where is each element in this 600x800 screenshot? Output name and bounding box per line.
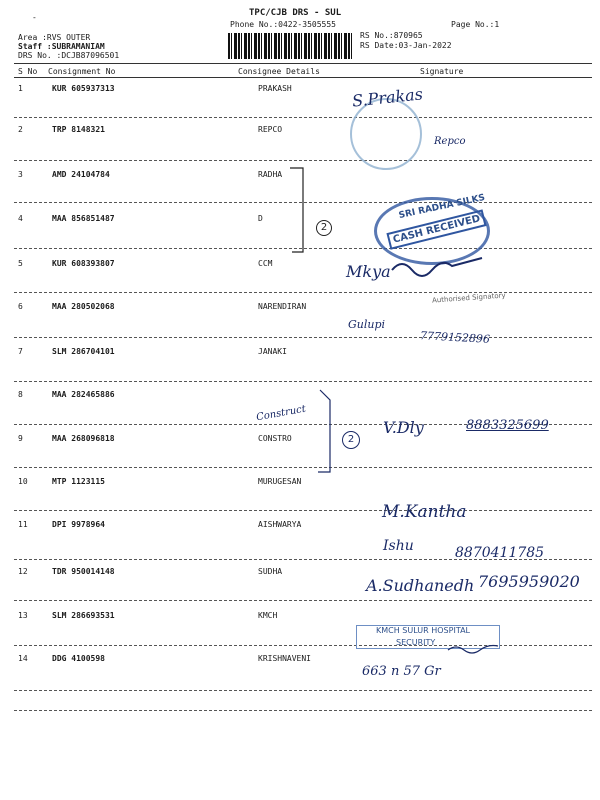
signature-narendiran: Gulupi	[348, 318, 386, 331]
row-sno: 5	[18, 259, 23, 268]
signature-prakash: S.Prakas	[351, 84, 424, 111]
row-consignment: MAA 282465886	[52, 390, 115, 399]
row-consignee: JANAKI	[258, 347, 287, 356]
row-consignment: KUR 608393807	[52, 259, 115, 268]
signature-murugesan: M.Kantha	[382, 502, 467, 522]
row-consignment: SLM 286693531	[52, 611, 115, 620]
column-sno: S No	[18, 67, 38, 76]
row-consignee: CONSTRO	[258, 434, 292, 443]
row-consignment: MTP 1123115	[52, 477, 105, 486]
row-sno: 11	[18, 520, 28, 529]
row-consignee: SUDHA	[258, 567, 283, 576]
security-stamp-text: SECURITY	[396, 638, 436, 647]
row-consignment: TDR 950014148	[52, 567, 115, 576]
row-sno: 12	[18, 567, 28, 576]
kmch-stamp-text: KMCH SULUR HOSPITAL	[376, 626, 471, 635]
row-consignee: CCM	[258, 259, 273, 268]
row-consignment: TRP 8148321	[52, 125, 105, 134]
footer-divider	[14, 710, 592, 711]
signature-constro: V.Dly	[383, 418, 424, 437]
signature-aishwarya: Ishu	[383, 538, 414, 554]
row-consignment: AMD 24104784	[52, 170, 110, 179]
row-consignee: REPCO	[258, 125, 283, 134]
row-consignee: D	[258, 214, 263, 223]
scribble-ccm	[392, 258, 482, 276]
row-consignee: RADHA	[258, 170, 283, 179]
row-consignment: DPI 9978964	[52, 520, 105, 529]
bracket-count-2: 2	[342, 431, 360, 449]
column-consignee: Consignee Details	[238, 67, 320, 76]
phone-janaki: 7779152896	[419, 329, 491, 346]
row-consignee: PRAKASH	[258, 84, 292, 93]
staff-field: Staff :SUBRAMANIAM	[18, 42, 105, 51]
row-consignee: KMCH	[258, 611, 278, 620]
row-sno: 10	[18, 477, 28, 486]
row-sno: 14	[18, 654, 28, 663]
page-number: Page No.:1	[451, 20, 500, 29]
row-sno: 8	[18, 390, 23, 399]
row-sno: 13	[18, 611, 28, 620]
signature-repco: Repco	[434, 136, 466, 147]
phone-sudha: 7695959020	[478, 572, 580, 591]
row-sno: 4	[18, 214, 23, 223]
rs-number: RS No.:870965	[360, 31, 423, 40]
note-constro: Construct	[255, 403, 307, 424]
row-sno: 6	[18, 302, 23, 311]
row-sno: 9	[18, 434, 23, 443]
area-field: Area :RVS OUTER	[18, 33, 91, 42]
rs-date: RS Date:03-Jan-2022	[360, 41, 452, 50]
row-consignment: MAA 268096818	[52, 434, 115, 443]
row-consignee: AISHWARYA	[258, 520, 302, 529]
row-consignee: MURUGESAN	[258, 477, 302, 486]
phone-number: Phone No.:0422-3505555	[230, 20, 336, 29]
radha-silks-stamp-text: SRI RADHA SILKS	[397, 192, 487, 222]
bracket-line-2	[318, 390, 330, 472]
cash-received-stamp-text: CASH RECEIVED	[386, 209, 487, 250]
signature-ccm: Mkya	[346, 262, 391, 281]
phone-constro: 8883325699	[466, 418, 549, 433]
column-signature: Signature	[420, 67, 464, 76]
signature-krishnaveni: 663 n 57 Gr	[362, 664, 441, 679]
row-consignment: SLM 286704101	[52, 347, 115, 356]
signature-sudha: A.Sudhanedh	[366, 576, 475, 595]
row-sno: 2	[18, 125, 23, 134]
phone-aishwarya: 8870411785	[455, 545, 545, 561]
authorised-signatory: Authorised Signatory	[431, 291, 506, 305]
row-sno: 1	[18, 84, 23, 93]
scribble-kmch	[448, 646, 498, 654]
row-consignment: KUR 605937313	[52, 84, 115, 93]
row-consignment: MAA 280502068	[52, 302, 115, 311]
bracket-line-1	[290, 168, 303, 252]
corner-dash: -	[32, 13, 37, 22]
document-title: TPC/CJB DRS - SUL	[249, 8, 342, 18]
row-consignee: KRISHNAVENI	[258, 654, 311, 663]
row-sno: 3	[18, 170, 23, 179]
row-consignment: DDG 4100598	[52, 654, 105, 663]
bracket-count-1: 2	[316, 220, 332, 236]
row-consignment: MAA 856851487	[52, 214, 115, 223]
drs-number: DRS No. :DCJB87096501	[18, 51, 120, 60]
column-consignment: Consignment No	[48, 67, 116, 76]
row-sno: 7	[18, 347, 23, 356]
row-consignee: NARENDIRAN	[258, 302, 307, 311]
